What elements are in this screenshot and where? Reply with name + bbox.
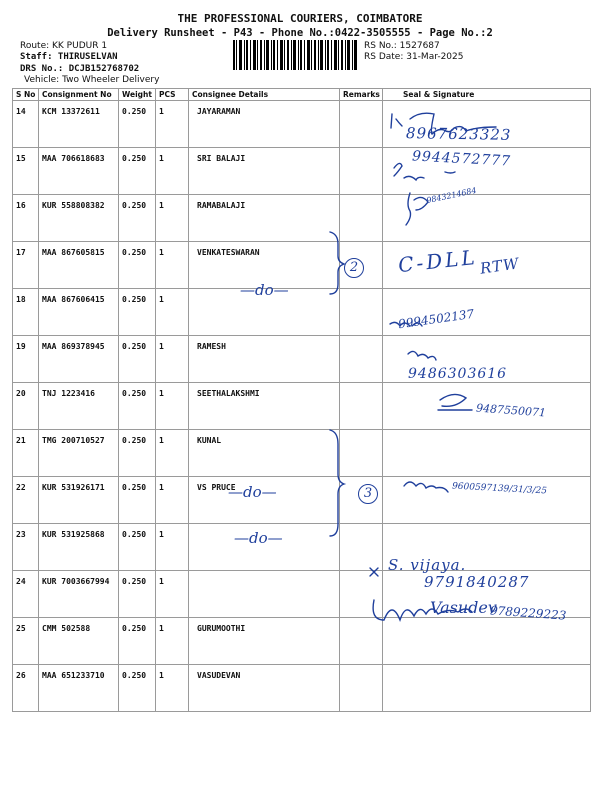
handwritten-rtn-row17: RTW xyxy=(478,254,521,278)
weight-value: 0.250 xyxy=(119,524,156,571)
signature-cell xyxy=(383,430,591,477)
weight-value: 0.250 xyxy=(119,195,156,242)
handwritten-phone-row25: 9791840287 xyxy=(424,573,530,591)
consignment-number: MAA 651233710 xyxy=(39,665,119,712)
handwritten-code-row17: C-DLL xyxy=(396,244,479,278)
table-row xyxy=(13,665,591,712)
pcs-count: 1 xyxy=(156,242,189,289)
pcs-count: 1 xyxy=(156,289,189,336)
consignment-number: MAA 867605815 xyxy=(39,242,119,289)
consignment-number: KUR 558808382 xyxy=(39,195,119,242)
barcode xyxy=(233,40,357,70)
pcs-count: 1 xyxy=(156,618,189,665)
vehicle-label: Vehicle: Two Wheeler Delivery xyxy=(24,75,160,85)
table-row xyxy=(13,195,591,242)
consignee-name: KUNAL xyxy=(189,430,340,477)
weight-value: 0.250 xyxy=(119,477,156,524)
handwritten-phone-row19: 9994502137 xyxy=(397,306,475,332)
company-name: THE PROFESSIONAL COURIERS, COIMBATORE xyxy=(177,12,423,25)
handwritten-ditto-row23: —do— xyxy=(228,483,277,501)
col-consignment-header: Consignment No xyxy=(39,89,119,101)
row-sno: 16 xyxy=(13,195,39,242)
col-pcs-header: PCS xyxy=(156,89,189,101)
col-consignee-header: Consignee Details xyxy=(189,89,340,101)
table-row xyxy=(13,430,591,477)
remarks-cell xyxy=(340,383,383,430)
consignment-number: KUR 531925868 xyxy=(39,524,119,571)
consignee-name: RAMABALAJI xyxy=(189,195,340,242)
consignment-number: CMM 502588 xyxy=(39,618,119,665)
weight-value: 0.250 xyxy=(119,336,156,383)
remarks-cell xyxy=(340,195,383,242)
table-row xyxy=(13,289,591,336)
row-sno: 21 xyxy=(13,430,39,477)
weight-value: 0.250 xyxy=(119,148,156,195)
remarks-cell xyxy=(340,665,383,712)
remarks-cell xyxy=(340,618,383,665)
consignment-number: MAA 867606415 xyxy=(39,289,119,336)
col-sno-header: S No xyxy=(13,89,39,101)
weight-value: 0.250 xyxy=(119,571,156,618)
remarks-cell xyxy=(340,336,383,383)
row-sno: 22 xyxy=(13,477,39,524)
consignment-number: TMG 200710527 xyxy=(39,430,119,477)
signature-cell xyxy=(383,195,591,242)
consignee-name xyxy=(189,571,340,618)
weight-value: 0.250 xyxy=(119,101,156,148)
table-row xyxy=(13,618,591,665)
drs-number: DRS No.: DCJB152768702 xyxy=(20,64,140,74)
handwritten-phone-row21: 9487550071 xyxy=(475,401,547,420)
consignee-name: GURUMOOTHI xyxy=(189,618,340,665)
col-weight-header: Weight xyxy=(119,89,156,101)
weight-value: 0.250 xyxy=(119,665,156,712)
consignment-number: TNJ 1223416 xyxy=(39,383,119,430)
pcs-count: 1 xyxy=(156,336,189,383)
consignment-number: MAA 706618683 xyxy=(39,148,119,195)
row-sno: 17 xyxy=(13,242,39,289)
remarks-cell xyxy=(340,430,383,477)
remarks-cell xyxy=(340,289,383,336)
col-signature-header: Seal & Signature xyxy=(383,89,591,101)
handwritten-ditto-row18: —do— xyxy=(240,281,289,299)
handwritten-name-row25: S. vijaya. xyxy=(388,556,467,574)
consignment-number: KUR 7003667994 xyxy=(39,571,119,618)
row-sno: 20 xyxy=(13,383,39,430)
consignee-name: VS PRUCE xyxy=(189,477,340,524)
rs-number: RS No.: 1527687 xyxy=(364,41,440,51)
signature-cell xyxy=(383,618,591,665)
pcs-count: 1 xyxy=(156,524,189,571)
consignee-name: JAYARAMAN xyxy=(189,101,340,148)
row-sno: 24 xyxy=(13,571,39,618)
consignee-name: VENKATESWARAN xyxy=(189,242,340,289)
handwritten-phone-row20: 9486303616 xyxy=(408,366,508,382)
consignment-number: KUR 531926171 xyxy=(39,477,119,524)
route-label: Route: KK PUDUR 1 xyxy=(20,41,108,51)
pcs-count: 1 xyxy=(156,101,189,148)
handwritten-phone-row15: 9944572777 xyxy=(411,148,512,170)
handwritten-phone-row16: 9843214684 xyxy=(425,185,478,206)
weight-value: 0.250 xyxy=(119,430,156,477)
handwritten-phone-row26: 9789229223 xyxy=(489,603,567,623)
handwritten-phone-row14: 8967623323 xyxy=(405,124,512,144)
handwritten-ditto-row24: —do— xyxy=(234,529,283,547)
handwritten-circled-3: 3 xyxy=(358,484,378,504)
col-remarks-header: Remarks xyxy=(340,89,383,101)
table-header-row xyxy=(13,89,591,101)
pcs-count: 1 xyxy=(156,148,189,195)
handwritten-phone-date-row23: 9600597139/31/3/25 xyxy=(451,481,548,497)
weight-value: 0.250 xyxy=(119,618,156,665)
pcs-count: 1 xyxy=(156,195,189,242)
rs-date: RS Date: 31-Mar-2025 xyxy=(364,52,464,62)
table-row xyxy=(13,524,591,571)
pcs-count: 1 xyxy=(156,430,189,477)
handwritten-circled-2: 2 xyxy=(344,258,364,278)
pcs-count: 1 xyxy=(156,383,189,430)
consignee-name: VASUDEVAN xyxy=(189,665,340,712)
runsheet-subtitle: Delivery Runsheet - P43 - Phone No.:0422-3505555 - Page No.:2 xyxy=(107,27,493,39)
pcs-count: 1 xyxy=(156,571,189,618)
weight-value: 0.250 xyxy=(119,289,156,336)
consignment-number: KCM 13372611 xyxy=(39,101,119,148)
remarks-cell xyxy=(340,148,383,195)
signature-cell xyxy=(383,665,591,712)
row-sno: 25 xyxy=(13,618,39,665)
weight-value: 0.250 xyxy=(119,242,156,289)
remarks-cell xyxy=(340,571,383,618)
remarks-cell xyxy=(340,101,383,148)
consignee-name: SRI BALAJI xyxy=(189,148,340,195)
pcs-count: 1 xyxy=(156,477,189,524)
consignment-number: MAA 869378945 xyxy=(39,336,119,383)
consignee-name: SEETHALAKSHMI xyxy=(189,383,340,430)
row-sno: 14 xyxy=(13,101,39,148)
row-sno: 18 xyxy=(13,289,39,336)
consignee-name: RAMESH xyxy=(189,336,340,383)
row-sno: 26 xyxy=(13,665,39,712)
row-sno: 15 xyxy=(13,148,39,195)
pcs-count: 1 xyxy=(156,665,189,712)
row-sno: 23 xyxy=(13,524,39,571)
handwritten-name-row26: Vasudev xyxy=(430,598,497,617)
remarks-cell xyxy=(340,524,383,571)
row-sno: 19 xyxy=(13,336,39,383)
weight-value: 0.250 xyxy=(119,383,156,430)
staff-label: Staff: THIRUSELVAN xyxy=(20,52,118,62)
